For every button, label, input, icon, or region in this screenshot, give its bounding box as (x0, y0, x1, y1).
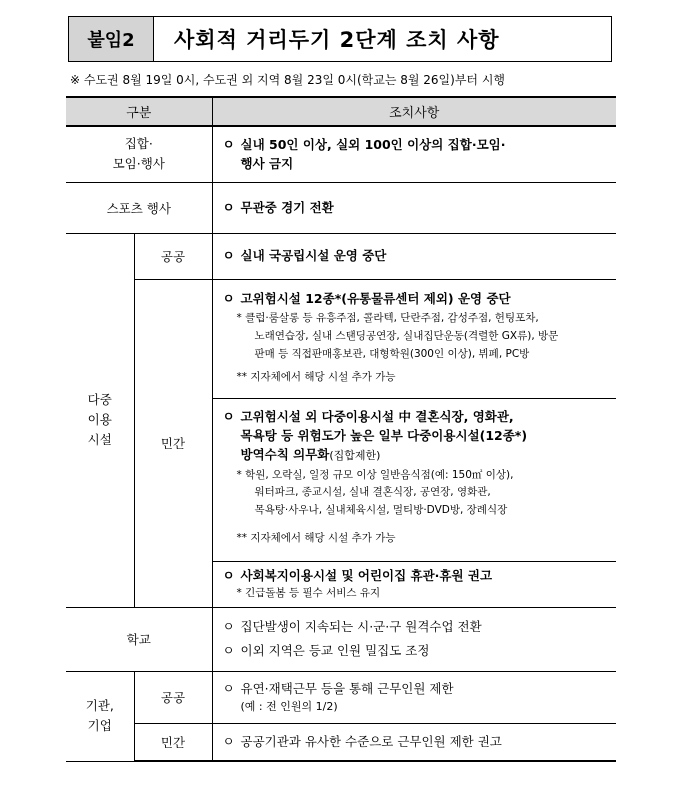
table-row (66, 671, 616, 723)
measure-cell: ㅇ 실내 국공립시설 운영 중단 (212, 233, 616, 279)
category-cell: 기관, 기업 (66, 671, 134, 761)
subcategory-cell: 공공 (134, 233, 212, 279)
category-cell: 학교 (66, 607, 212, 671)
measures-table (66, 96, 616, 762)
effective-date-note: ※ 수도권 8월 19일 0시, 수도권 외 지역 8월 23일 0시(학교는 8월 26일)부터 시행 (70, 73, 506, 87)
measure-cell: ㅇ 공공기관과 유사한 수준으로 근무인원 제한 권고 (212, 723, 616, 761)
table-row (66, 126, 616, 182)
measure-cell: ㅇ 고위험시설 외 다중이용시설 中 결혼식장, 영화관, 목욕탕 등 위험도가 높은 일부 다중이용시설(12종*) 방역수칙 의무화(집합제한) * 학원, 오락실, 일정 규모 이상 일반음식점(예: 150㎡ 이상), 워터파크, 종교시설, 실내 결혼식장, 공연장, 영화관, 목욕탕·사우나, 실내체육시설, 멀티방·DVD방, 장례식장 ** 지자체에서 해당 시설 추가 가능 (212, 398, 616, 561)
table-row (66, 607, 616, 671)
category-cell: 다중 이용 시설 (66, 233, 134, 607)
column-header-category: 구분 (66, 97, 212, 126)
subcategory-cell: 민간 (134, 279, 212, 607)
attachment-tag: 붙임2 (69, 17, 154, 61)
measure-cell: ㅇ 유연·재택근무 등을 통해 근무인원 제한 (예 : 전 인원의 1/2) (212, 671, 616, 723)
table-row (66, 723, 616, 761)
measure-cell: ㅇ 실내 50인 이상, 실외 100인 이상의 집합·모임· 행사 금지 (212, 126, 616, 182)
category-cell: 스포츠 행사 (66, 182, 212, 233)
measure-cell: ㅇ 집단발생이 지속되는 시·군·구 원격수업 전환 ㅇ 이외 지역은 등교 인원 밀집도 조정 (212, 607, 616, 671)
measure-cell: ㅇ 사회복지이용시설 및 어린이집 휴관·휴원 권고 * 긴급돌봄 등 필수 서비스 유지 (212, 561, 616, 607)
measure-cell: ㅇ 고위험시설 12종*(유통물류센터 제외) 운영 중단 * 클럽·룸살롱 등 유흥주점, 콜라텍, 단란주점, 감성주점, 헌팅포차, 노래연습장, 실내 스탠딩공연장, 실내집단운동(격렬한 GX류), 방문 판매 등 직접판매홍보관, 대형학원(300인 이상), 뷔페, PC방 ** 지자체에서 해당 시설 추가 가능 (212, 279, 616, 398)
subcategory-cell: 공공 (134, 671, 212, 723)
category-cell: 집합· 모임·행사 (66, 126, 212, 182)
column-header-measures: 조치사항 (212, 97, 616, 126)
page-title: 사회적 거리두기 2단계 조치 사항 (174, 28, 500, 52)
table-header-row (66, 97, 616, 126)
attachment-header (68, 16, 612, 62)
subcategory-cell: 민간 (134, 723, 212, 761)
table-row (66, 279, 616, 398)
table-row (66, 233, 616, 279)
measure-cell: ㅇ 무관중 경기 전환 (212, 182, 616, 233)
table-row (66, 182, 616, 233)
